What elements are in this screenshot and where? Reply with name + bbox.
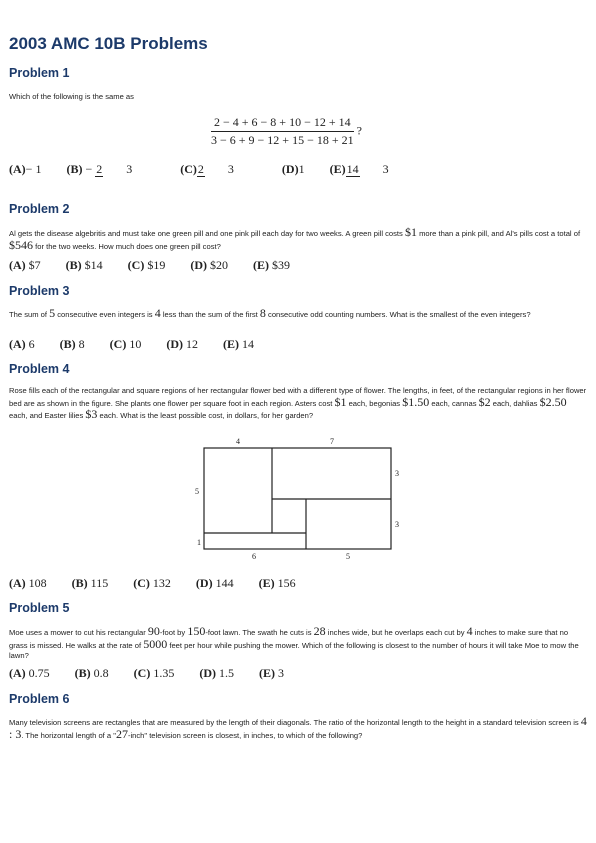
problem-3-text: The sum of 5 consecutive even integers is 4 less than the sum of the first 8 consecutive odd counting numbers. What is the smallest of the even integers?: [9, 306, 531, 320]
problem-3-heading: Problem 3: [9, 284, 70, 298]
choice-e[interactable]: (E) $39: [253, 258, 291, 272]
choice-e[interactable]: (E) 14: [223, 337, 255, 351]
problem-1-heading: Problem 1: [9, 66, 70, 80]
label-top-left: 4: [236, 437, 240, 446]
problem-2-heading: Problem 2: [9, 202, 70, 216]
choice-e[interactable]: (E) 3: [259, 666, 285, 680]
problem-1-text: Which of the following is the same as: [9, 92, 134, 101]
choice-a[interactable]: (A) 6: [9, 337, 35, 351]
choice-c[interactable]: (C) 1.35: [133, 666, 175, 680]
choice-a[interactable]: (A)− 1: [9, 162, 42, 176]
choice-c[interactable]: (C) 10: [109, 337, 142, 351]
label-right-lower: 3: [395, 520, 399, 529]
choice-d[interactable]: (D)1: [281, 162, 305, 176]
label-bottom-left: 6: [252, 552, 256, 561]
problem-1-expression: [208, 116, 362, 146]
label-left-lower: 1: [197, 538, 201, 547]
problem-4-choices: [9, 576, 318, 591]
choice-c[interactable]: (C)2 3: [180, 162, 234, 177]
choice-c[interactable]: (C) 132: [133, 576, 171, 590]
choice-a[interactable]: (A) 0.75: [9, 666, 50, 680]
problem-1-choices: [9, 162, 434, 177]
problem-2-choices: [9, 258, 312, 273]
problem-6-heading: Problem 6: [9, 692, 70, 706]
choice-d[interactable]: (D) 1.5: [199, 666, 235, 680]
problem-4-heading: Problem 4: [9, 362, 70, 376]
choice-d[interactable]: (D) 12: [166, 337, 199, 351]
choice-e[interactable]: (E)14 3: [329, 162, 389, 177]
choice-e[interactable]: (E) 156: [258, 576, 296, 590]
problem-5-heading: Problem 5: [9, 601, 70, 615]
label-left-upper: 5: [195, 487, 199, 496]
choice-b[interactable]: (B) $14: [65, 258, 103, 272]
expression-denominator: 3 − 6 + 9 − 12 + 15 − 18 + 21: [211, 132, 354, 147]
flower-bed-figure: [190, 432, 410, 562]
choice-b[interactable]: (B) 0.8: [74, 666, 109, 680]
expression-numerator: 2 − 4 + 6 − 8 + 10 − 12 + 14: [211, 116, 354, 132]
choice-a[interactable]: (A) 108: [9, 576, 47, 590]
problem-2-text: Al gets the disease algebritis and must take one green pill and one pink pill each day for two weeks. A green pill costs $1 more than a pink pill, and Al's pills cost a total of $546 for the two weeks. How much does one green pill cost?: [9, 225, 581, 252]
problem-5-text: Moe uses a mower to cut his rectangular 90-foot by 150-foot lawn. The swath he cuts is 28 inches wide, but he overlaps each cut by 4 inches to make sure that no grass is missed. He walks at the rate of 5000 feet per hour while pushing the mower. Which of the following is closest to the number of hours it will take Moe to mow the lawn?: [9, 624, 579, 660]
page-title: 2003 AMC 10B Problems: [9, 34, 208, 53]
label-right-upper: 3: [395, 469, 399, 478]
question-mark: ?: [356, 123, 362, 138]
label-bottom-right: 5: [346, 552, 350, 561]
problem-3-choices: [9, 337, 276, 352]
problem-4-text: Rose fills each of the rectangular and square regions of her rectangular flower bed with a different type of flower. The lengths, in feet, of the rectangular regions in her flower bed are as shown in the figure. She plants one flower per square foot in each region. Asters cost $1 each, begonias $1.50 each, cannas $2 each, dahlias $2.50 each, and Easter lilies $3 each. What is the least possible cost, in dollars, for her garden?: [9, 386, 587, 421]
choice-d[interactable]: (D) 144: [195, 576, 234, 590]
label-top-right: 7: [330, 437, 334, 446]
choice-d[interactable]: (D) $20: [190, 258, 229, 272]
choice-a[interactable]: (A) $7: [9, 258, 41, 272]
problem-6-text: Many television screens are rectangles that are measured by the length of their diagonals. The ratio of the horizontal length to the height in a standard television screen is 4 : 3. The horizontal length of a "27-inch" television screen is closest, in inches, to which of the following?: [9, 714, 587, 741]
choice-b[interactable]: (B) 8: [59, 337, 85, 351]
choice-c[interactable]: (C) $19: [127, 258, 166, 272]
choice-b[interactable]: (B) − 2 3: [66, 162, 133, 177]
problem-5-choices: [9, 666, 306, 681]
choice-b[interactable]: (B) 115: [71, 576, 109, 590]
